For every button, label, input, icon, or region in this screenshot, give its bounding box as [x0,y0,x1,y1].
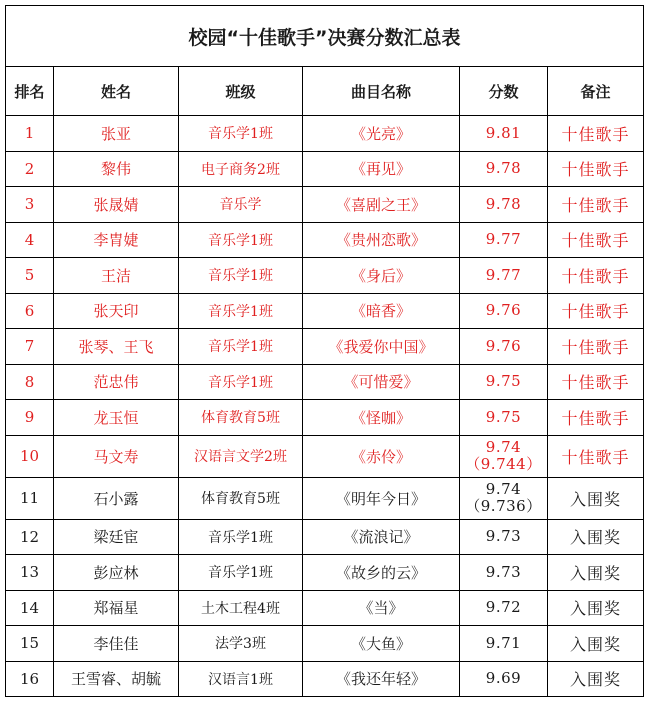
header-score: 分数 [460,67,548,116]
song-cell: 《我爱你中国》 [303,329,460,365]
score-cell [460,151,548,187]
table-row [6,661,644,697]
name-cell: 马文寿 [54,435,179,477]
score-cell [460,555,548,591]
score-cell [460,435,548,477]
note-cell: 入围奖 [548,555,644,591]
class-cell: 音乐学1班 [179,293,303,329]
score-value: 9.78 [485,194,522,213]
score-detail: （9.736） [465,497,542,515]
score-value: 9.73 [485,562,522,581]
rank-cell: 5 [6,258,54,294]
name-cell: 黎伟 [54,151,179,187]
table-row [6,222,644,258]
song-cell: 《明年今日》 [303,477,460,519]
name-cell: 张晟婧 [54,187,179,223]
header-note: 备注 [548,67,644,116]
rank-cell: 6 [6,293,54,329]
table-row [6,151,644,187]
table-row [6,435,644,477]
note-cell: 入围奖 [548,477,644,519]
table-row [6,187,644,223]
score-cell [460,187,548,223]
score-value: 9.71 [485,633,522,652]
song-cell: 《流浪记》 [303,519,460,555]
header-rank: 排名 [6,67,54,116]
score-value: 9.75 [485,407,522,426]
note-cell: 十佳歌手 [548,187,644,223]
rank-cell: 2 [6,151,54,187]
score-value: 9.72 [485,598,522,617]
song-cell: 《贵州恋歌》 [303,222,460,258]
table-row [6,626,644,662]
score-cell [460,477,548,519]
class-cell: 体育教育5班 [179,477,303,519]
score-value: 9.77 [485,230,522,249]
table-row [6,590,644,626]
song-cell: 《当》 [303,590,460,626]
score-value: 9.74 [485,480,522,498]
rank-cell: 14 [6,590,54,626]
table-row [6,116,644,152]
song-cell: 《大鱼》 [303,626,460,662]
score-cell [460,626,548,662]
table-row [6,400,644,436]
score-cell [460,222,548,258]
rank-cell: 1 [6,116,54,152]
score-value: 9.78 [485,159,522,178]
score-cell [460,364,548,400]
rank-cell: 4 [6,222,54,258]
class-cell: 法学3班 [179,626,303,662]
header-song: 曲目名称 [303,67,460,116]
score-cell [460,519,548,555]
score-value: 9.73 [485,527,522,546]
class-cell: 音乐学1班 [179,222,303,258]
note-cell: 十佳歌手 [548,258,644,294]
name-cell: 王洁 [54,258,179,294]
class-cell: 体育教育5班 [179,400,303,436]
table-row [6,258,644,294]
class-cell: 音乐学1班 [179,258,303,294]
class-cell: 汉语言1班 [179,661,303,697]
score-value: 9.69 [485,669,522,688]
song-cell: 《身后》 [303,258,460,294]
table-row [6,364,644,400]
class-cell: 音乐学1班 [179,519,303,555]
song-cell: 《喜剧之王》 [303,187,460,223]
name-cell: 王雪睿、胡毓 [54,661,179,697]
name-cell: 梁廷宦 [54,519,179,555]
note-cell: 入围奖 [548,590,644,626]
rank-cell: 3 [6,187,54,223]
name-cell: 李胄婕 [54,222,179,258]
table-row [6,329,644,365]
song-cell: 《怪咖》 [303,400,460,436]
score-value: 9.76 [485,336,522,355]
note-cell: 十佳歌手 [548,329,644,365]
score-summary-table [5,5,644,697]
note-cell: 十佳歌手 [548,222,644,258]
name-cell: 龙玉恒 [54,400,179,436]
rank-cell: 15 [6,626,54,662]
note-cell: 入围奖 [548,626,644,662]
note-cell: 十佳歌手 [548,293,644,329]
header-class: 班级 [179,67,303,116]
score-cell [460,400,548,436]
class-cell: 电子商务2班 [179,151,303,187]
rank-cell: 9 [6,400,54,436]
note-cell: 十佳歌手 [548,400,644,436]
table-row [6,555,644,591]
table-title: 校园“十佳歌手”决赛分数汇总表 [6,6,644,67]
score-value: 9.75 [485,372,522,391]
song-cell: 《可惜爱》 [303,364,460,400]
score-value: 9.77 [485,265,522,284]
table-row [6,519,644,555]
note-cell: 十佳歌手 [548,116,644,152]
note-cell: 十佳歌手 [548,151,644,187]
score-cell [460,661,548,697]
score-cell [460,590,548,626]
note-cell: 入围奖 [548,519,644,555]
rank-cell: 7 [6,329,54,365]
table-row [6,293,644,329]
rank-cell: 16 [6,661,54,697]
note-cell: 十佳歌手 [548,364,644,400]
class-cell: 音乐学1班 [179,116,303,152]
class-cell: 汉语言文学2班 [179,435,303,477]
name-cell: 张亚 [54,116,179,152]
name-cell: 张天印 [54,293,179,329]
table-row [6,477,644,519]
song-cell: 《光亮》 [303,116,460,152]
score-value: 9.81 [485,123,522,142]
rank-cell: 13 [6,555,54,591]
name-cell: 李佳佳 [54,626,179,662]
name-cell: 郑福星 [54,590,179,626]
score-cell [460,258,548,294]
song-cell: 《故乡的云》 [303,555,460,591]
class-cell: 土木工程4班 [179,590,303,626]
score-cell [460,116,548,152]
rank-cell: 8 [6,364,54,400]
score-cell [460,293,548,329]
class-cell: 音乐学 [179,187,303,223]
name-cell: 石小露 [54,477,179,519]
rank-cell: 11 [6,477,54,519]
header-row [6,67,644,116]
name-cell: 彭应林 [54,555,179,591]
class-cell: 音乐学1班 [179,364,303,400]
song-cell: 《再见》 [303,151,460,187]
note-cell: 十佳歌手 [548,435,644,477]
song-cell: 《暗香》 [303,293,460,329]
song-cell: 《我还年轻》 [303,661,460,697]
score-cell [460,329,548,365]
rank-cell: 10 [6,435,54,477]
class-cell: 音乐学1班 [179,329,303,365]
score-detail: （9.744） [465,455,542,473]
rank-cell: 12 [6,519,54,555]
class-cell: 音乐学1班 [179,555,303,591]
score-value: 9.74 [485,438,522,456]
score-value: 9.76 [485,301,522,320]
header-name: 姓名 [54,67,179,116]
song-cell: 《赤伶》 [303,435,460,477]
name-cell: 范忠伟 [54,364,179,400]
note-cell: 入围奖 [548,661,644,697]
name-cell: 张琴、王飞 [54,329,179,365]
